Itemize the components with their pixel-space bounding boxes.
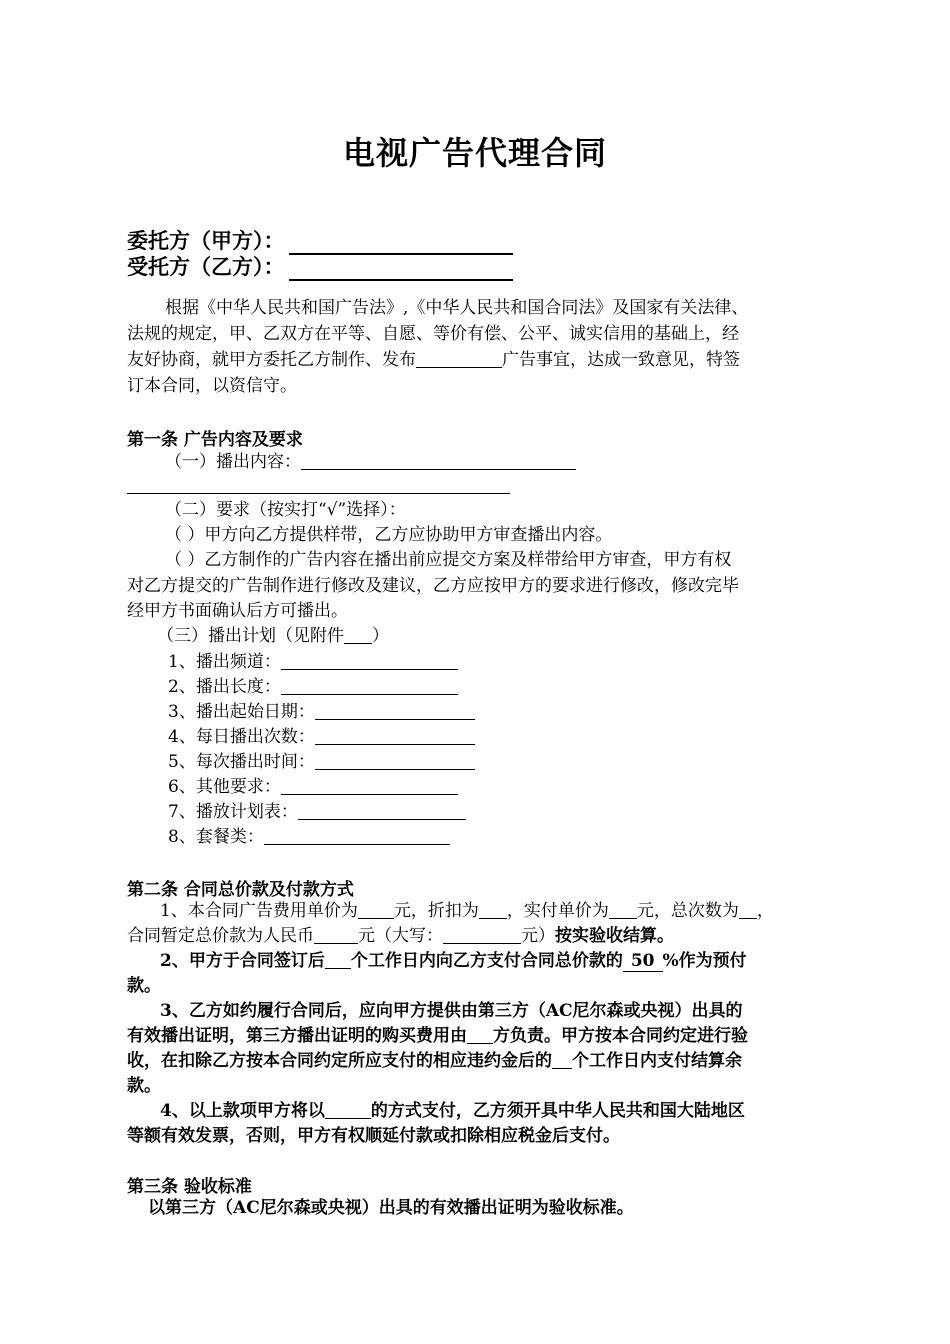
article-2-p1-line-1 (160, 899, 774, 924)
plan-item (168, 700, 475, 725)
p3-text: 个工作日内支付结算余 (572, 1051, 742, 1071)
article-3-text: 以第三方（AC尼尔森或央视）出具的有效播出证明为验收标准。 (148, 1198, 634, 1218)
p1-bold-text: 按实验收结算。 (555, 926, 674, 946)
article-1-heading: 第一条 广告内容及要求 (127, 430, 303, 450)
p1-text: 1、本合同广告费用单价为 (160, 901, 358, 921)
article-1-item-1 (165, 450, 576, 475)
broadcast-content-label: （一）播出内容： (165, 452, 301, 472)
plan-item-blank[interactable] (315, 751, 475, 770)
p1-text: 合同暂定总价款为人民币 (127, 926, 314, 946)
workdays-blank[interactable] (325, 950, 351, 969)
unit-price-blank[interactable] (358, 900, 394, 919)
plan-item-blank[interactable] (315, 701, 475, 720)
option-2-line-1[interactable]: （ ）乙方制作的广告内容在播出前应提交方案及样带给甲方审查，甲方有权 (165, 550, 732, 570)
plan-item (168, 800, 466, 825)
plan-item-label: 7、播放计划表： (168, 802, 298, 822)
plan-item-label: 6、其他要求： (168, 777, 281, 797)
plan-item (168, 775, 458, 800)
plan-item-blank[interactable] (298, 801, 466, 820)
plan-item-label: 5、每次播出时间： (168, 752, 315, 772)
fee-party-blank[interactable] (467, 1025, 493, 1044)
article-2-p3-line-1: 3、乙方如约履行合同后，应向甲方提供由第三方（AC尼尔森或央视）出具的 (160, 1001, 743, 1021)
article-2-p3-line-2 (127, 1024, 748, 1049)
p2-text: %作为预付 (662, 951, 747, 971)
article-2-p3-line-4: 款。 (127, 1076, 161, 1096)
party-b-blank[interactable] (289, 259, 513, 281)
option-2-line-2: 对乙方提交的广告制作进行修改及建议，乙方应按甲方的要求进行修改，修改完毕 (127, 576, 739, 596)
article-2-p1-line-2 (127, 924, 674, 949)
party-b-label: 受托方（乙方）： (127, 254, 285, 279)
ad-name-blank[interactable] (416, 349, 502, 368)
p3-text: 方负责。甲方按本合同约定进行验 (493, 1026, 748, 1046)
plan-item-blank[interactable] (281, 776, 458, 795)
p1-text: 元，折扣为 (393, 901, 479, 921)
plan-item-blank[interactable] (264, 826, 450, 845)
party-a-label: 委托方（甲方）： (127, 228, 285, 253)
p4-text: 4、以上款项甲方将以 (160, 1101, 325, 1121)
plan-item-label: 2、播出长度： (168, 677, 281, 697)
p1-text: 元（大写： (358, 926, 443, 946)
article-1-item-2: （二）要求（按实打“√”选择）： (165, 500, 406, 520)
plan-item-label: 3、播出起始日期： (168, 702, 315, 722)
p2-text: 2、甲方于合同签订后 (160, 951, 325, 971)
p3-text: 有效播出证明，第三方播出证明的购买费用由 (127, 1026, 467, 1046)
settle-days-blank[interactable] (552, 1050, 572, 1069)
prepay-percent: 50 (623, 951, 663, 972)
article-2-p4-line-1 (160, 1099, 745, 1124)
p1-text: ，实付单价为 (506, 901, 609, 921)
broadcast-content-blank[interactable] (301, 451, 576, 470)
intro-line-2: 法规的规定，甲、乙双方在平等、自愿、等价有偿、公平、诚实信用的基础上，经 (127, 324, 739, 344)
article-3-heading: 第三条 验收标准 (127, 1177, 252, 1197)
intro-line-3 (127, 348, 740, 373)
article-2-heading: 第二条 合同总价款及付款方式 (127, 880, 354, 900)
plan-item (168, 650, 458, 675)
party-b-row (127, 251, 513, 281)
plan-item-blank[interactable] (281, 651, 458, 670)
plan-item (168, 750, 475, 775)
document-title: 电视广告代理合同 (342, 134, 607, 172)
p2-text: 个工作日内向乙方支付合同总价款的 (350, 951, 623, 971)
p1-text: 元） (521, 926, 555, 946)
article-1-item-3 (157, 624, 389, 649)
p4-text: 的方式支付，乙方须开具中华人民共和国大陆地区 (370, 1101, 745, 1121)
option-2-line-3: 经甲方书面确认后方可播出。 (127, 601, 348, 621)
plan-item-blank[interactable] (315, 726, 475, 745)
article-2-p2-line-2: 款。 (127, 976, 161, 996)
plan-label: （三）播出计划（见附件 (157, 626, 344, 646)
p1-text: 元，总次数为 (636, 901, 739, 921)
total-amount-blank[interactable] (314, 925, 358, 944)
total-amount-words-blank[interactable] (443, 925, 521, 944)
plan-item-label: 4、每日播出次数： (168, 727, 315, 747)
article-2-p4-line-2: 等额有效发票，否则，甲方有权顺延付款或扣除相应税金后支付。 (127, 1126, 620, 1146)
total-count-blank[interactable] (739, 900, 757, 919)
actual-price-blank[interactable] (609, 900, 637, 919)
article-2-p3-line-3 (127, 1049, 742, 1074)
plan-item (168, 825, 450, 850)
intro-line-4: 订本合同，以资信守。 (127, 376, 297, 396)
plan-item-label: 8、套餐类： (168, 827, 264, 847)
intro-line-1: 根据《中华人民共和国广告法》,《中华人民共和国合同法》及国家有关法律、 (165, 298, 749, 318)
appendix-blank[interactable] (344, 625, 372, 644)
broadcast-content-blank-2[interactable] (127, 493, 510, 494)
article-2-p2-line-1 (160, 949, 747, 974)
intro-line-3b: 广告事宜，达成一致意见，特签 (502, 350, 740, 370)
plan-label-close: ） (372, 626, 389, 646)
plan-item-label: 1、播出频道： (168, 652, 281, 672)
option-1[interactable]: （ ）甲方向乙方提供样带，乙方应协助甲方审查播出内容。 (165, 525, 613, 545)
plan-item (168, 725, 475, 750)
plan-item (168, 675, 458, 700)
discount-blank[interactable] (479, 900, 507, 919)
p1-text: ， (756, 901, 774, 921)
intro-line-3a: 友好协商，就甲方委托乙方制作、发布 (127, 350, 416, 370)
payment-method-blank[interactable] (325, 1100, 371, 1119)
p3-text: 收，在扣除乙方按本合同约定所应支付的相应违约金后的 (127, 1051, 552, 1071)
plan-item-blank[interactable] (281, 676, 458, 695)
